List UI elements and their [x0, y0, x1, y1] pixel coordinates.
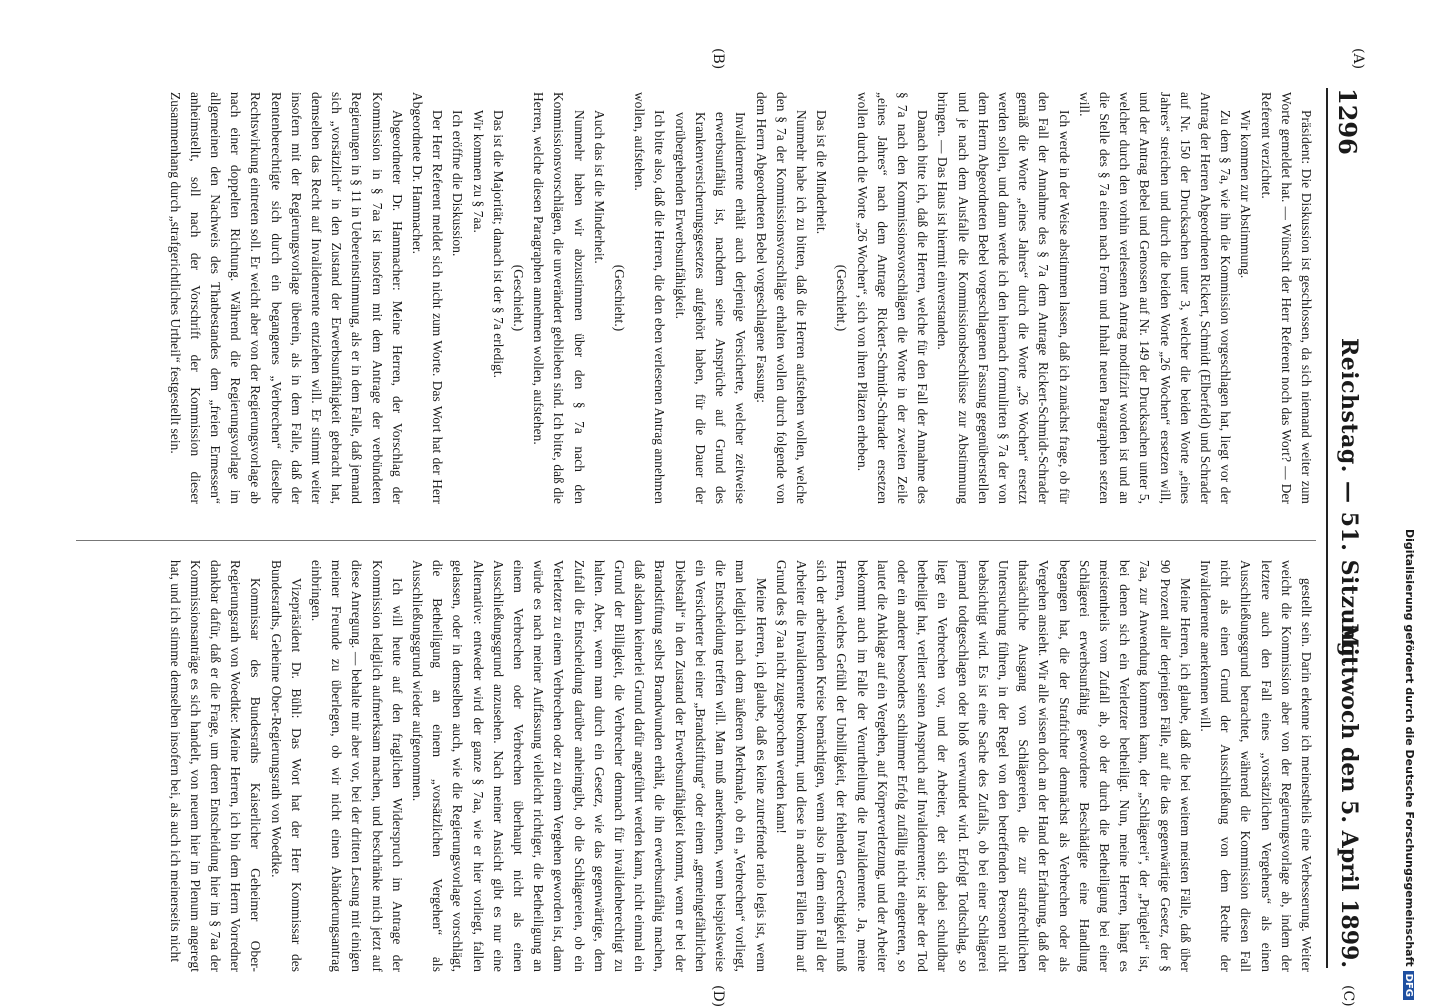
left-text-column — [66, 92, 1316, 504]
margin-mark-b: (B) — [710, 48, 726, 70]
paragraph: (Geschieht.) — [834, 264, 850, 332]
page-number: 1296 — [1333, 88, 1362, 155]
paragraph: Das ist die Minderheit. — [814, 110, 830, 235]
paragraph: (Geschieht.) — [612, 264, 628, 332]
paragraph: Zu dem § 7a, wie ihn die Kommission vorgeschlagen hat, liegt vor der Antrag der Herren Abgeordneten Rickert, Schmidt (Elberfeld) und Schrader auf Nr. 150 der Drucksachen unter 3, welcher die beiden Worte „eines Jahres“ streichen und durch die beiden Worte „26 Wochen“ ersetzen will, und der Antrag Bebel und Genossen auf Nr. 149 der Drucksachen unter 5, welcher durch den vorhin verlesenen Antrag modifizirt worden ist und an die Stelle des § 7a einen nach Form und Inhalt neuen Paragraphen setzen will. — [1076, 92, 1234, 504]
paragraph: Danach bitte ich, daß die Herren, welche für den Fall der Annahme des § 7a nach den Kommissionsvorschlägen die Worte in der zweiten Zeile „eines Jahres“ nach dem Antrage Rickert-Schmidt-Schrader ersetzen wollen durch die Worte „26 Wochen“, sich von ihren Plätzen erheben. — [854, 92, 931, 504]
paragraph: Ich eröffne die Diskussion. — [450, 110, 466, 257]
right-text-column — [66, 560, 1316, 972]
paragraph: Ich will heute auf den fraglichen Widerspruch im Antrage der Kommission lediglich aufmerksam machen, und beschränke mich jetzt auf diese Anregung. — behalte mir aber vor, bei der dritten Lesung mit einigen meiner Freunde zu überlegen, ob wir nicht einen Abänderungsantrag einbringen. — [309, 560, 405, 972]
digitization-credit: Digitalisierung gefördert durch die Deutsche Forschungsgemeinschaft — [1403, 528, 1416, 967]
paragraph: Meine Herren, ich glaube, daß die bei weitem meisten Fälle, daß über 90 Prozent aller derjenigen Fälle, auf die das gegenwärtige Gesetz, der § 7aa, zur Anwendung kommen kann, der „Schlägerei“, der „Prügelei“ ist, bei denen sich ein Verletzter betheiligt. Nun, meine Herren, hängt es meistentheils vom Zufall ab, ob der durch die Betheiligung bei einer Schlägerei erwerbsunfähig gewordene Beschädigte eine Handlung begangen hat, die der Strafrichter demnächst als Verbrechen oder als Vergehen ansieht. Wir alle wissen doch an der Hand der Erfahrung, daß der thatsächliche Ausgang von Schlägereien, die zur strafrechtlichen Untersuchung führen, in der Regel von den betreffenden Personen nicht beabsichtigt wird. Es ist eine Sache des Zufalls, ob bei einer Schlägerei jemand todtgeschlagen oder bloß verwundet wird. Erfolgt Todtschlag, so liegt ein Verbrechen vor, und der Arbeiter, der sich dabei schuldbar betheiligt hat, verliert seinen Anspruch auf Invalidenrente; ist aber der Tod oder ein anderer besonders schlimmer Erfolg zufällig nicht eingetreten, so lautet die Anklage auf ein Vergehen, auf Körperverletzung, und der Arbeiter bekommt auch im Falle der Verurtheilung die Invalidenrente. Ja, meine Herren, welches Gefühl der Unbilligkeit, der fehlenden Gerechtigkeit muß sich der arbeitenden Kreise bemächtigen, wenn also in dem einen Fall der Arbeiter die Invalidenrente bekommt, und diese in anderen Fällen ihm auf Grund des § 7aa nicht zugesprochen werden kann! — [773, 560, 1193, 972]
paragraph: Ich bitte also, daß die Herren, die den eben verlesenen Antrag annehmen wollen, aufstehen. — [632, 92, 668, 504]
margin-mark-a: (A) — [1350, 48, 1366, 70]
dfg-logo: DFG — [1403, 971, 1414, 1000]
paragraph: Abgeordneter Dr. Hammacher: Meine Herren, der Vorschlag der Kommission in § 7aa ist insofern mit dem Antrage der verbündeten Regierungen in § 11 in Uebereinstimmung, als er in dem Falle, daß jemand sich „vorsätzlich“ in den Zustand der Erwerbsunfähigkeit gebracht hat, demselben das Recht auf Invalidenrente entziehen will. Er stimmt weiter insofern mit der Regierungsvorlage überein, als in dem Falle, daß der Rentenberechtigte sich durch ein begangenes „Verbrechen“ dieselbe Rechtswirkung eintreten soll. Er weicht aber von der Regierungsvorlage ab nach einer doppelten Richtung. Während die Regierungsvorlage im allgemeinen den Nachweis des Thatbestandes dem „freien Ermessen“ anheimstellt, soll nach der Vorschrift der Kommission dieser Zusammenhang durch „strafgerichtliches Urtheil“ festgestellt sein. — [167, 92, 405, 504]
session-date: Mittwoch den 5. April 1899. — [1336, 623, 1362, 968]
paragraph: Ich werde in der Weise abstimmen lassen, daß ich zunächst frage, ob für den Fall der Annahme des § 7a dem Antrage Rickert-Schmidt-Schrader gemäß die Worte „eines Jahres“ durch die Worte „26 Wochen“ ersetzt werden sollen, und dann werde ich den hiernach formulirten § 7a der von dem Herrn Abgeordneten Bebel vorgeschlagenen Fassung gegenüberstellen und je nach dem Ausfalle die Kommissionsbeschlüsse zur Abstimmung bringen. — Das Haus ist hiermit einverstanden. — [935, 92, 1072, 504]
paragraph: Nunmehr haben wir abzustimmen über den § 7a nach den Kommissionsvorschlägen, die unverändert geblieben sind. Ich bitte, daß die Herren, welche diesen Paragraphen annehmen wollen, aufstehen. — [531, 92, 587, 504]
page-header — [1326, 88, 1368, 968]
paragraph: (Geschieht.) — [511, 264, 527, 332]
paragraph: Nunmehr habe ich zu bitten, daß die Herren aufstehen wollen, welche den § 7a der Kommissionsvorschläge erhalten wollen durch folgende von dem Herrn Abgeordneten Bebel vorgeschlagene Fassung: — [753, 92, 809, 504]
margin-mark-c: (C) — [1340, 985, 1356, 1007]
paragraph: Wir kommen zu § 7aa. — [470, 110, 486, 233]
paragraph: Auch das ist die Minderheit. — [591, 110, 607, 264]
document-page — [26, 0, 1416, 1007]
paragraph: Vizepräsident Dr. Bühl: Das Wort hat der Herr Kommissar des Bundesraths, Geheime Ober-Regierungsrath von Woedtke. — [268, 560, 304, 972]
column-divider — [76, 540, 1316, 541]
paragraph: Der Herr Referent meldet sich nicht zum Worte. Das Wort hat der Herr Abgeordnete Dr. Hammacher. — [410, 92, 446, 504]
paragraph: Präsident: Die Diskussion ist geschlossen, da sich niemand weiter zum Worte gemeldet hat. — Wünscht der Herr Referent noch das Wort? — Der Referent verzichtet. — [1258, 92, 1314, 504]
paragraph: Meine Herren, ich glaube, daß es keine zutreffende ratio legis ist, wenn man lediglich nach dem äußeren Merkmale, ob ein „Verbrechen“ vorliegt, die Entscheidung treffen will. Man muß anerkennen, wenn beispielsweise ein Versicherter bei einer „Brandstiftung“ oder einem „gemeingefährlichen Diebstahl“ in den Zustand der Erwerbsunfähigkeit kommt, wenn er bei der Brandstiftung selbst Brandwunden erhält, die ihn erwerbsunfähig machen, daß alsdann keinerlei Grund dafür angeführt werden kann, nicht einmal ein Grund der Billigkeit, die Verbrecher demnach für invalidenberechtigt zu halten. Aber, wenn man durch ein Gesetz, wie das gegenwärtige, dem Zufall die Entscheidung darüber anheimgibt, ob die Schlägereien, ob ein Verletzter zu einem Verbrechen oder zu einem Vergehen geworden ist, dann würde es nach meiner Auffassung vielleicht richtiger, die Betheiligung an einem Verbrechen oder Verbrechen überhaupt nicht als einen Ausschließungsgrund anzusehen. Nach meiner Ansicht gibt es nur eine Alternative: entweder wird der ganze § 7aa, wie er hier vorliegt, fallen gelassen, oder in demselben auch, wie die Regierungsvorlage vorschlägt, die Betheiligung an einem „vorsätzlichen Vergehen“ als Ausschließungsgrund wieder aufgenommen. — [410, 560, 769, 972]
paragraph: Invalidenrente erhält auch derjenige Versicherte, welcher zeitweise erwerbsunfähig ist, nachdem seine Ansprüche auf Grund des Krankenversicherungsgesetzes aufgehört haben, für die Dauer der vorübergehenden Erwerbsunfähigkeit. — [672, 112, 749, 504]
paragraph: Kommissar des Bundesraths Kaiserlicher Geheimer Ober-Regierungsrath von Woedtke: Meine Herren, ich bin dem Herrn Vorredner dankbar dafür, daß er die Frage, um deren Entscheidung hier im § 7aa der Kommissionsanträge es sich handelt, von neuem hier im Plenum angeregt hat, und ich stimme demselben insofern bei, als auch ich meinerseits nicht — [167, 560, 264, 972]
margin-mark-d: (D) — [710, 985, 726, 1007]
paragraph: gestellt sein. Darin erkenne ich meinestheils eine Verbesserung. Weiter weicht die Kommission aber von der Regierungsvorlage ab, indem der letztere auch den Fall eines „vorsätzlichen Vergehens“ als einen Ausschließungsgrund betrachtet, während die Kommission diesen Fall nicht als einen Grund der Ausschließung von dem Rechte der Invalidenrente anerkennen will. — [1197, 560, 1314, 972]
paragraph: Das ist die Majorität; danach ist der § 7a erledigt. — [490, 110, 506, 379]
paragraph: Wir kommen zur Abstimmung. — [1238, 110, 1254, 279]
session-title: Reichstag. — 51. Sitzung. — [1336, 338, 1362, 666]
